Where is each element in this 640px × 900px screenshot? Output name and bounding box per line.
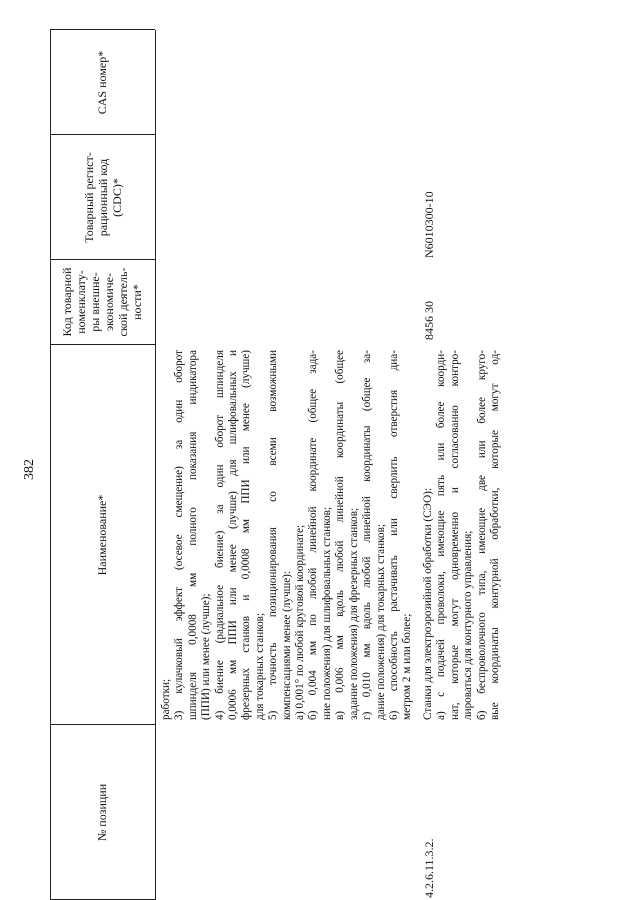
description-line: а) 0,001° по любой круговой координате; <box>294 524 307 720</box>
description-line: г) 0,010 мм вдоль любой линейной координаты (общее за- <box>361 350 374 720</box>
description-line: 4) биение (радиальное биение) за один оборот шпинделя <box>213 350 226 720</box>
header-tnved-line: ности* <box>130 284 144 320</box>
description-line: шпинделя 0,0008 мм полного показания индикатора <box>186 350 199 720</box>
header-cdc-line: Товарный регист- <box>82 152 96 243</box>
description-line: б) беспроволочного типа, имеющие две или более круго- <box>475 350 488 720</box>
table-top-rule <box>50 30 51 900</box>
description-line: Станки для электроэрозийной обработки (СЭО): <box>422 488 434 720</box>
description-line: метром 2 м или более; <box>401 613 414 720</box>
description-line: 6) способность растачивать или сверлить отверстия диа- <box>387 350 400 720</box>
description-line: ние положения) для шлифовальных станков; <box>320 506 333 720</box>
description-line: работки; <box>160 678 172 720</box>
header-cdc-line: (CDC)* <box>110 178 124 217</box>
description-line: нат, которые могут одновременно и согласованно контро- <box>448 350 461 720</box>
description-line: в) 0,006 мм вдоль любой линейной координаты (общее <box>334 350 347 720</box>
header-bottom-rule <box>155 30 156 900</box>
description-line: а) с подачей проволоки, имеющие пять или более коорди- <box>435 350 448 720</box>
header-tnved <box>60 261 144 343</box>
description-line: для токарных станков; <box>253 612 266 720</box>
description-line: (ППИ) или менее (лучше); <box>200 593 213 720</box>
header-tnved-line: номенклату- <box>74 270 88 334</box>
header-tnved-line: Код товарной <box>60 267 74 337</box>
header-cdc-line: рационный код <box>96 158 110 237</box>
continuation-description <box>160 350 415 720</box>
description-line: фрезерных станков и 0,0008 мм ППИ или менее (лучше) <box>240 350 253 720</box>
entry-position-number: 4.2.6.11.3.2. <box>422 838 436 898</box>
description-line: компенсациями менее (лучше): <box>280 570 293 720</box>
header-position: № позиции <box>95 783 109 842</box>
description-line: дание положения) для токарных станков; <box>374 524 387 720</box>
description-line: 0,0006 мм ППИ или менее (лучше) для шлифовальных и <box>227 350 240 720</box>
header-tnved-line: ры внешне- <box>88 272 102 332</box>
description-line: 3) кулачковый эффект (осевое смещение) за один оборот <box>173 350 186 720</box>
header-cas: CAS номер* <box>95 50 109 115</box>
entry-tnved-code: 8456 30 <box>422 301 436 340</box>
entry-cdc-code: N6010300-10 <box>422 191 436 258</box>
header-cdc <box>82 135 124 260</box>
page-number: 382 <box>22 459 37 480</box>
header-tnved-line: экономиче- <box>102 273 116 331</box>
entry-description <box>422 350 502 720</box>
header-name: Наименование* <box>95 494 109 576</box>
header-tnved-line: ской деятель- <box>116 267 130 337</box>
description-line: 5) точность позиционирования со всеми возможными <box>267 350 280 720</box>
description-line: вые координаты контурной обработки, которые могут од- <box>489 350 502 720</box>
description-line: лироваться для контурного управления; <box>462 530 475 720</box>
description-line: задание положения) для фрезерных станков; <box>347 507 360 720</box>
description-line: б) 0,004 мм по любой линейной координате (общее зада- <box>307 350 320 720</box>
